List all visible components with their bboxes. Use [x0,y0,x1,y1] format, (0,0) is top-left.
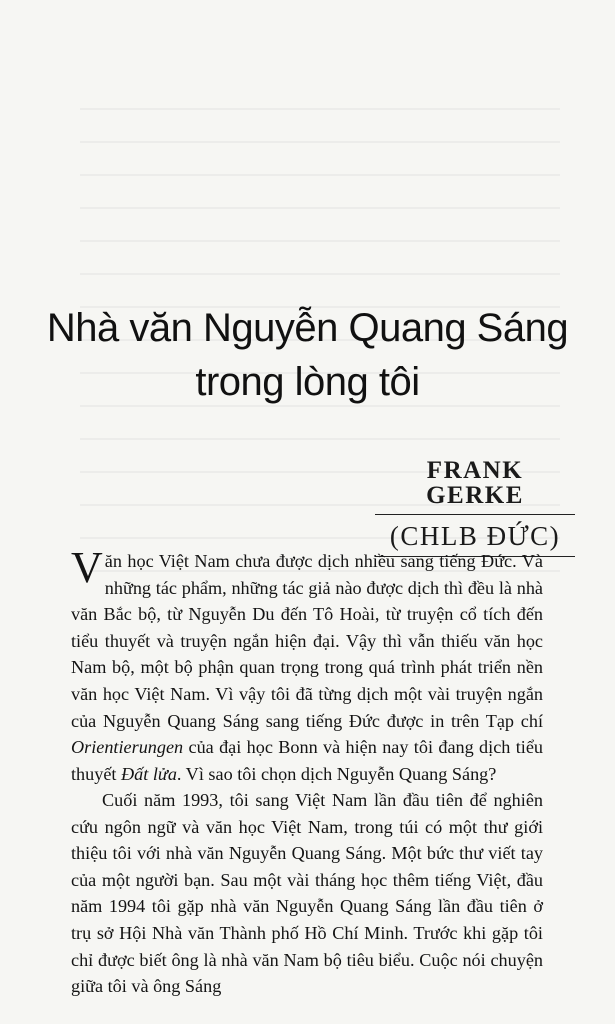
author-name: FRANK GERKE [375,458,575,515]
chapter-title-line-2: trong lòng tôi [195,360,420,404]
chapter-title-line-1: Nhà văn Nguyễn Quang Sáng [46,306,569,350]
paragraph-1 [71,543,543,787]
paragraph-2: Cuối năm 1993, tôi sang Việt Nam lần đầu tiên để nghiên cứu ngôn ngữ và văn học Việt Nam, trong túi có một thư giới thiệu tôi với nhà văn Nguyễn Quang Sáng. Một bức thư viết tay của một người bạn. Sau một vài tháng học thêm tiếng Việt, đầu năm 1994 tôi gặp nhà văn Nguyễn Quang Sáng lần đầu tiên ở trụ sở Hội Nhà văn Thành phố Hồ Chí Minh. Trước khi gặp tôi chỉ được biết ông là nhà văn Nam bộ tiêu biểu. Cuộc nói chuyện giữa tôi và ông Sáng [71,790,543,997]
paragraph-1-text-a: ăn học Việt Nam chưa được dịch nhiều sang tiếng Đức. Và những tác phẩm, những tác giả nào được dịch thì đều là nhà văn Bắc bộ, từ Nguyễn Du đến Tô Hoài, từ truyện cổ tích đến tiểu thuyết và truyện ngắn hiện đại. Vậy thì vẫn thiếu văn học Nam bộ, một bộ phận quan trọng trong quá trình phát triển nền văn học Việt Nam. Vì vậy tôi đã từng dịch một vài truyện ngắn của Nguyễn Quang Sáng sang tiếng Đức được in trên Tạp chí [71,551,543,731]
journal-title: Orientierungen [71,737,184,758]
paragraph-1-text-c: . Vì sao tôi chọn dịch Nguyễn Quang Sáng? [176,763,497,784]
paragraph-1-text-b: của đại học Bonn và hiện nay tôi đang dịch tiểu thuyết [71,737,543,784]
author-country: (CHLB ĐỨC) [375,523,575,557]
author-block [375,458,575,557]
novel-title: Đất lửa [121,763,177,784]
drop-cap: V [71,543,103,592]
